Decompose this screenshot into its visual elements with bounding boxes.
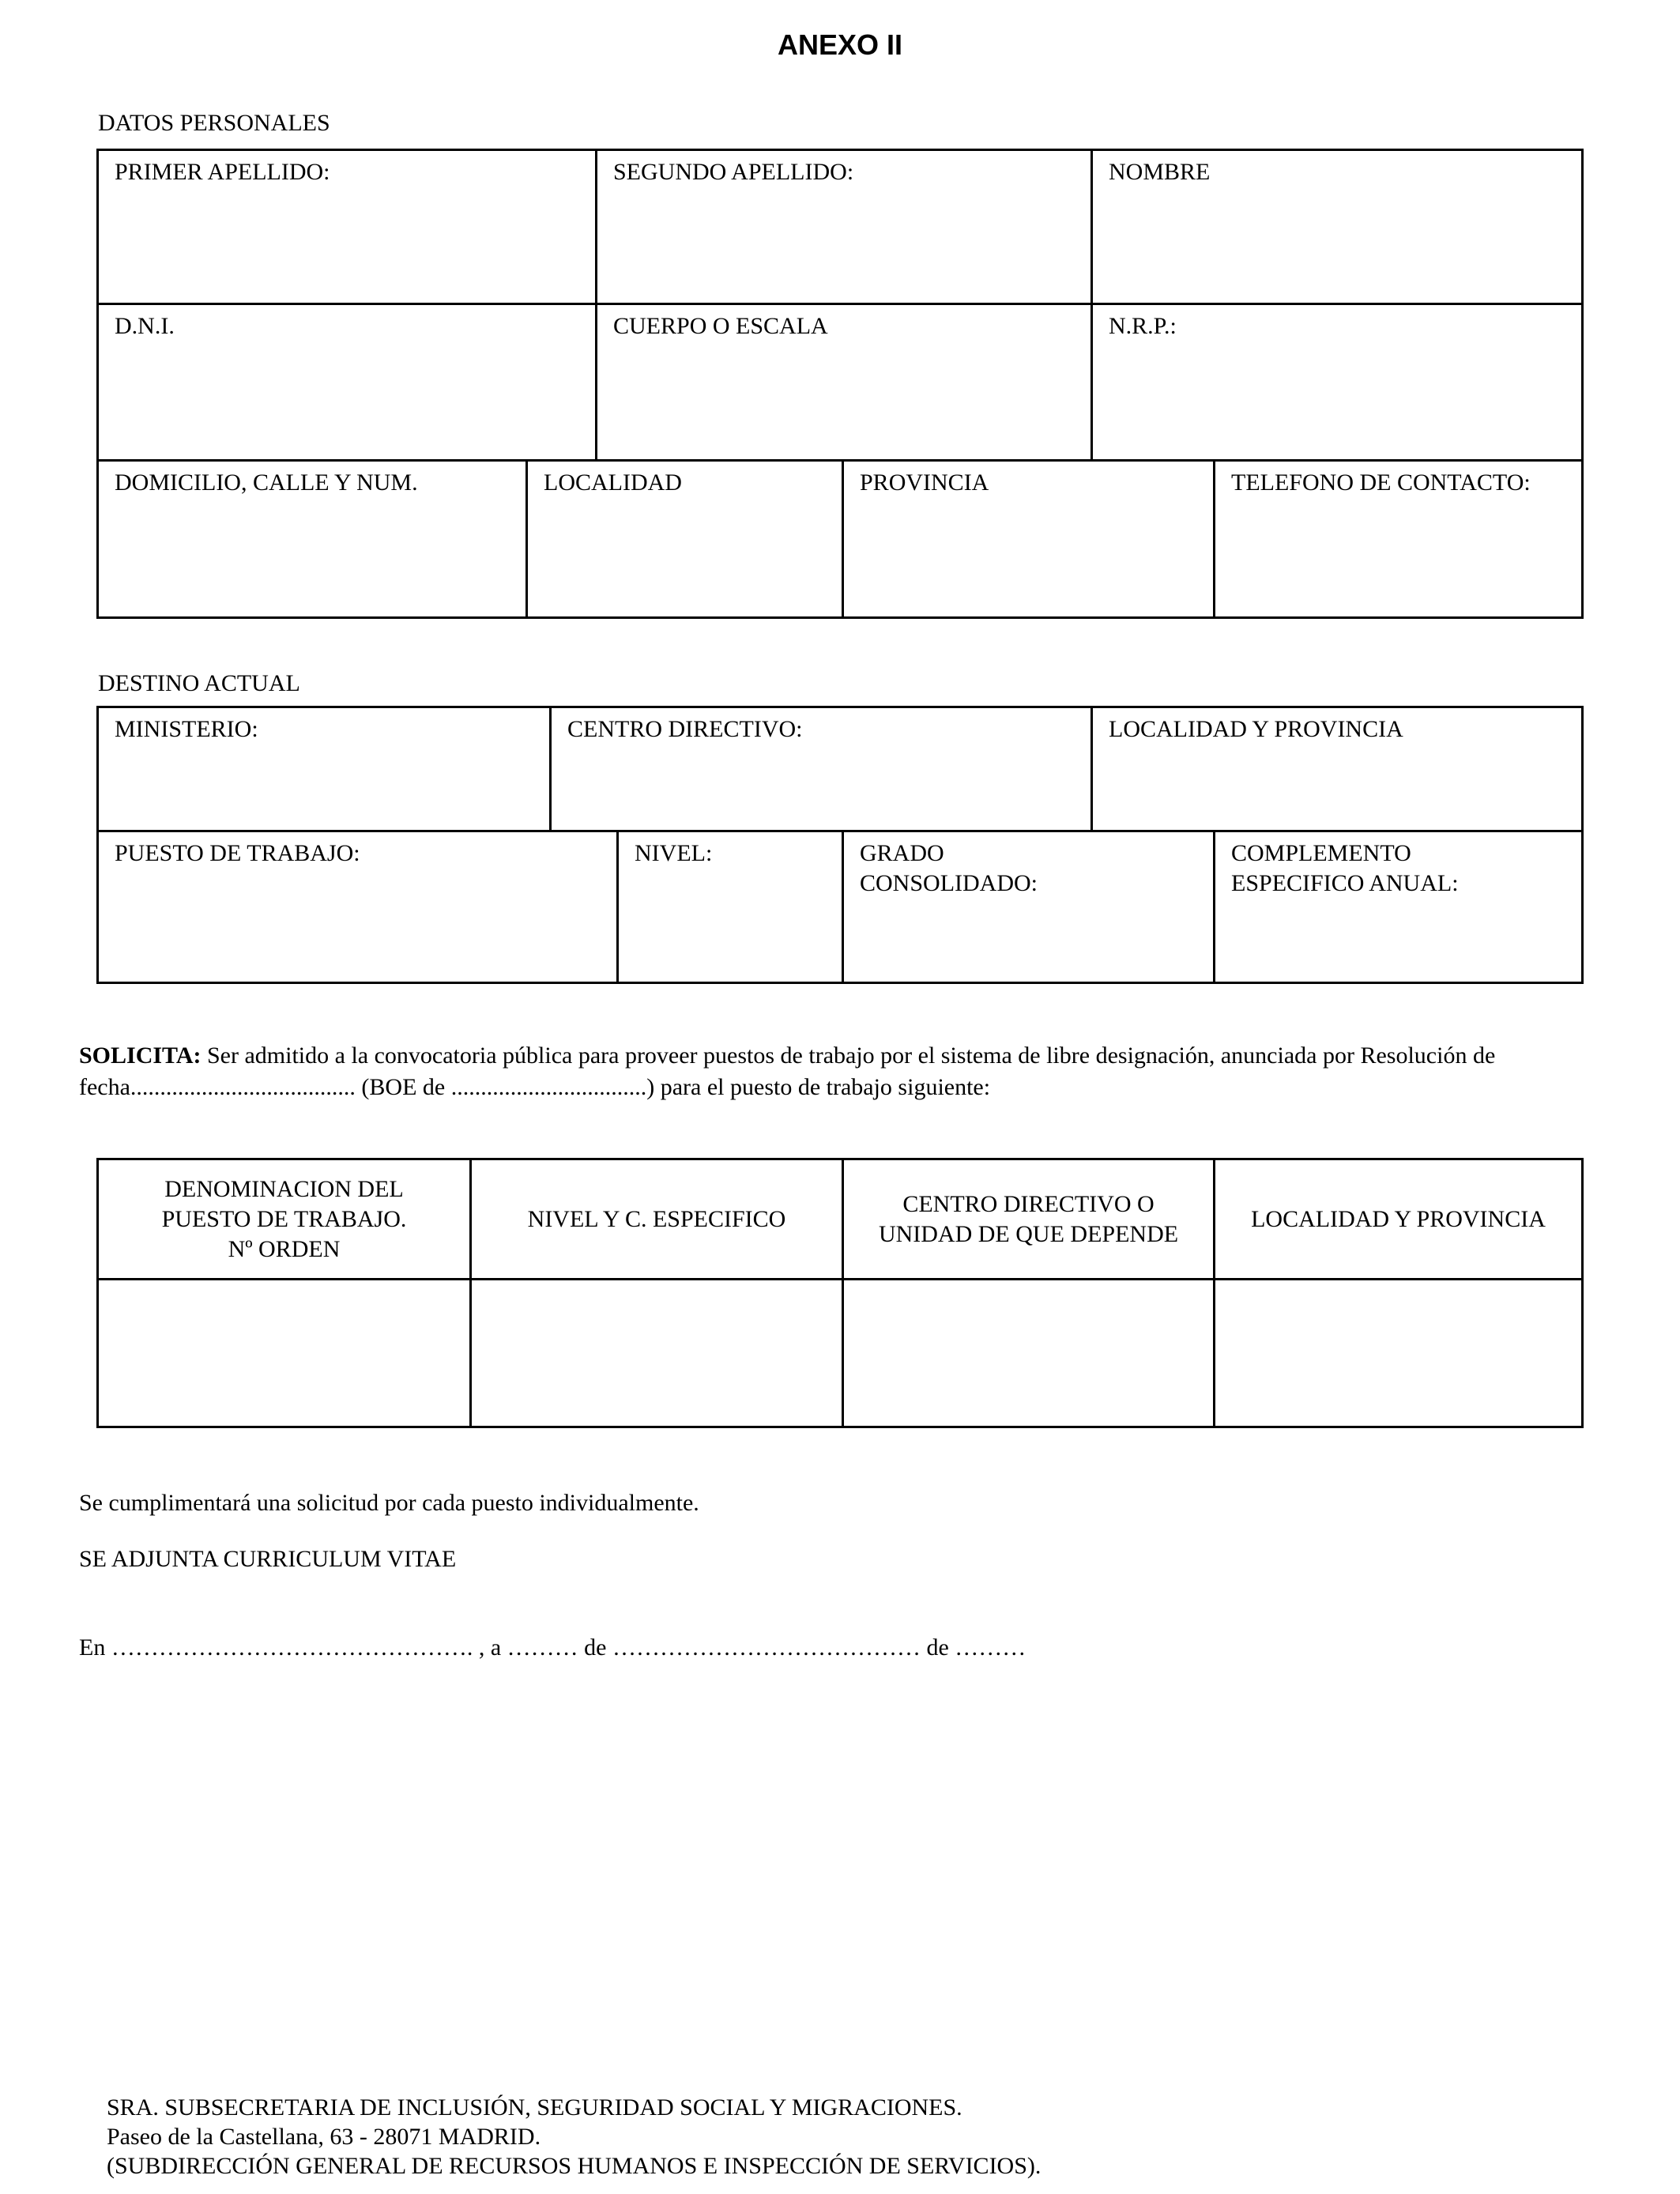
ministerio-field[interactable]: MINISTERIO: xyxy=(99,708,552,832)
telefono-field[interactable]: TELEFONO DE CONTACTO: xyxy=(1215,462,1584,619)
solicita-paragraph xyxy=(79,1040,1588,1103)
destino-actual-table xyxy=(96,706,1584,984)
datos-personales-table xyxy=(96,149,1584,619)
page-title: ANEXO II xyxy=(777,28,903,61)
fecha-line: En ………………………………………. , a ……… de ………………………………… de ……… xyxy=(79,1634,1026,1661)
datos-personales-heading: DATOS PERSONALES xyxy=(98,110,330,136)
footer-line-1: SRA. SUBSECRETARIA DE INCLUSIÓN, SEGURIDAD SOCIAL Y MIGRACIONES. xyxy=(107,2094,962,2120)
nombre-field[interactable]: NOMBRE xyxy=(1093,151,1584,305)
destino-actual-heading: DESTINO ACTUAL xyxy=(98,670,300,696)
segundo-apellido-field[interactable]: SEGUNDO APELLIDO: xyxy=(597,151,1093,305)
dni-field[interactable]: D.N.I. xyxy=(99,305,597,462)
nivel-field[interactable]: NIVEL: xyxy=(619,832,844,984)
puesto-table xyxy=(96,1158,1584,1428)
complemento-especifico-field[interactable]: COMPLEMENTO ESPECIFICO ANUAL: xyxy=(1215,832,1584,984)
solicita-text: Ser admitido a la convocatoria pública para proveer puestos de trabajo por el sistema de libre designación, anunciada por Resolución de fecha...................................... (BOE de .................................) para el puesto de trabajo siguiente: xyxy=(79,1042,1496,1100)
denominacion-input[interactable] xyxy=(99,1280,472,1428)
puesto-trabajo-field[interactable]: PUESTO DE TRABAJO: xyxy=(99,832,619,984)
col-localidad-header: LOCALIDAD Y PROVINCIA xyxy=(1215,1160,1584,1280)
nrp-field[interactable]: N.R.P.: xyxy=(1093,305,1584,462)
primer-apellido-field[interactable]: PRIMER APELLIDO: xyxy=(99,151,597,305)
localidad-field[interactable]: LOCALIDAD xyxy=(528,462,844,619)
centro-directivo-field[interactable]: CENTRO DIRECTIVO: xyxy=(552,708,1093,832)
domicilio-field[interactable]: DOMICILIO, CALLE Y NUM. xyxy=(99,462,528,619)
localidad-provincia-input[interactable] xyxy=(1215,1280,1584,1428)
adjunta-text: SE ADJUNTA CURRICULUM VITAE xyxy=(79,1546,457,1572)
footer-line-2: Paseo de la Castellana, 63 - 28071 MADRID. xyxy=(107,2124,541,2150)
provincia-field[interactable]: PROVINCIA xyxy=(844,462,1215,619)
cuerpo-escala-field[interactable]: CUERPO O ESCALA xyxy=(597,305,1093,462)
localidad-provincia-field[interactable]: LOCALIDAD Y PROVINCIA xyxy=(1093,708,1584,832)
footer-address xyxy=(107,2093,1041,2181)
col-nivel-header: NIVEL Y C. ESPECIFICO xyxy=(472,1160,844,1280)
note-text: Se cumplimentará una solicitud por cada puesto individualmente. xyxy=(79,1490,699,1516)
col-denominacion-header: DENOMINACION DEL PUESTO DE TRABAJO. Nº ORDEN xyxy=(99,1160,472,1280)
solicita-label: SOLICITA: xyxy=(79,1042,202,1069)
centro-directivo-input[interactable] xyxy=(844,1280,1215,1428)
nivel-especifico-input[interactable] xyxy=(472,1280,844,1428)
col-centro-directivo-header: CENTRO DIRECTIVO O UNIDAD DE QUE DEPENDE xyxy=(844,1160,1215,1280)
grado-consolidado-field[interactable]: GRADO CONSOLIDADO: xyxy=(844,832,1215,984)
footer-line-3: (SUBDIRECCIÓN GENERAL DE RECURSOS HUMANOS E INSPECCIÓN DE SERVICIOS). xyxy=(107,2153,1042,2179)
